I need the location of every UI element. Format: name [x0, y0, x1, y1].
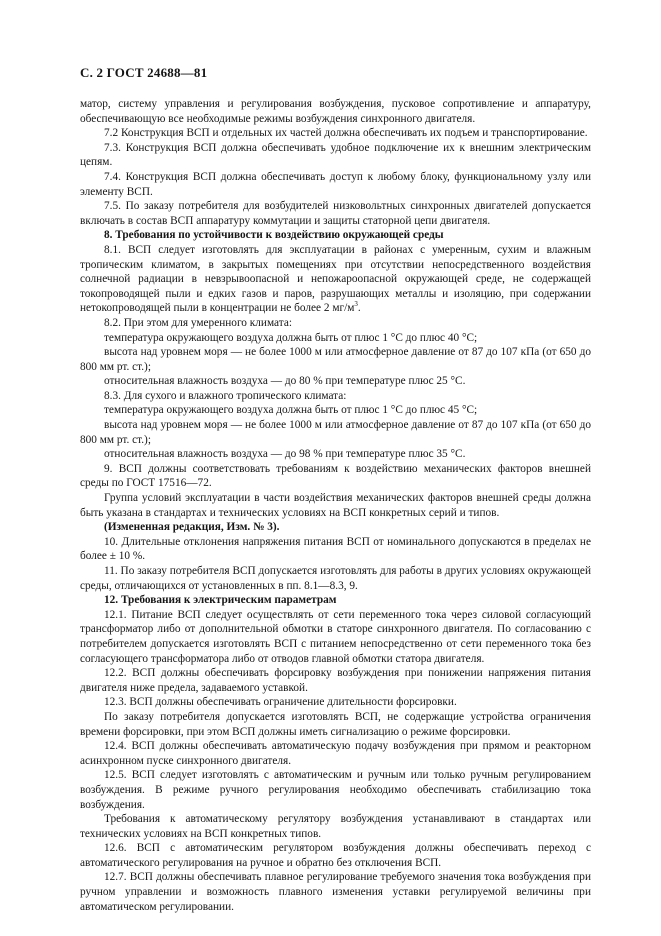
paragraph: матор, систему управления и регулирования возбуждения, пусковое сопротивление и аппаратуру, обеспечивающую все необходимые режимы возбуждения синхронного двигателя.	[80, 98, 591, 125]
paragraph: температура окружающего воздуха должна быть от плюс 1 °С до плюс 45 °С;	[104, 404, 478, 417]
paragraph: 12.6. ВСП с автоматическим регулятором возбуждения должны обеспечивать переход с автоматического регулирования на ручное и обратно без отключения ВСП.	[80, 842, 591, 869]
section-heading: 8. Требования по устойчивости к воздействию окружающей среды	[104, 229, 444, 242]
paragraph	[80, 243, 591, 316]
paragraph: температура окружающего воздуха должна быть от плюс 1 °С до плюс 40 °С;	[104, 331, 478, 344]
paragraph: По заказу потребителя допускается изготовлять ВСП, не содержащие устройства ограничения времени форсировки, при этом ВСП должны иметь сигнализацию о режиме форсировки.	[80, 710, 591, 738]
paragraph: 7.3. Конструкция ВСП должна обеспечивать удобное подключение их к внешним электрическим цепям.	[80, 141, 591, 169]
page-header: С. 2 ГОСТ 24688—81	[80, 65, 208, 80]
paragraph: 11. По заказу потребителя ВСП допускается изготовлять для работы в других условиях окружающей среды, отличающихся от установленных в пп. 8.1—8.3, 9.	[80, 565, 591, 592]
paragraph: относительная влажность воздуха — до 98 % при температуре плюс 35 °С.	[104, 448, 466, 461]
paragraph: 12.3. ВСП должны обеспечивать ограничение длительности форсировки.	[104, 696, 457, 709]
paragraph: 9. ВСП должны соответствовать требованиям к воздействию механических факторов внешней среды по ГОСТ 17516—72.	[80, 462, 591, 490]
document-body	[80, 97, 591, 914]
paragraph: 12.2. ВСП должны обеспечивать форсировку возбуждения при понижении напряжения питания двигателя ниже предела, задаваемого уставкой.	[80, 667, 591, 694]
paragraph: 7.4. Конструкция ВСП должна обеспечивать доступ к любому блоку, функциональному узлу или элементу ВСП.	[80, 170, 591, 198]
paragraph: 8.2. При этом для умеренного климата:	[104, 316, 292, 329]
section-heading: 12. Требования к электрическим параметрам	[104, 594, 337, 607]
paragraph: относительная влажность воздуха — до 80 % при температуре плюс 25 °С.	[104, 375, 466, 388]
paragraph: 10. Длительные отклонения напряжения питания ВСП от номинального допускаются в пределах не более ± 10 %.	[80, 535, 591, 563]
paragraph: 12.7. ВСП должны обеспечивать плавное регулирование требуемого значения тока возбуждения при ручном управлении и возможность плавного изменения уставки регулируемой величины при автоматическом регулировании.	[80, 871, 591, 913]
paragraph: 8.3. Для сухого и влажного тропического климата:	[104, 389, 347, 402]
paragraph: 7.5. По заказу потребителя для возбудителей низковольтных синхронных двигателей допускается включать в состав ВСП аппаратуру коммутации и защиты статорной цепи двигателя.	[80, 200, 591, 227]
paragraph-text: 8.1. ВСП следует изготовлять для эксплуатации в районах с умеренным, сухим и влажным тропическим климатом, в закрытых помещениях при отсутствии непосредственного воздействия солнечной радиации в невзрывоопасной и непожароопасной окружающей среде, не содержащей токопроводящей пыли и едких газов и паров, разрушающих металлы и изоляцию, при содержании нетокопроводящей пыли в концентрации не более 2 мг/м	[80, 243, 591, 315]
period: .	[357, 302, 361, 315]
paragraph: Группа условий эксплуатации в части воздействия механических факторов внешней среды должна быть указана в стандартах и технических условиях на ВСП конкретных серий и типов.	[80, 492, 591, 519]
paragraph: высота над уровнем моря — не более 1000 м или атмосферное давление от 87 до 107 кПа (от 650 до 800 мм рт. ст.);	[80, 346, 591, 373]
paragraph: 12.4. ВСП должны обеспечивать автоматическую подачу возбуждения при прямом и реакторном асинхронном пуске синхронного двигателя.	[80, 740, 591, 767]
superscript: 3	[354, 300, 358, 309]
paragraph: 12.5. ВСП следует изготовлять с автоматическим и ручным или только ручным регулированием возбуждения. В режиме ручного регулирования необходимо обеспечивать стабилизацию тока возбуждения.	[80, 769, 591, 811]
amendment-note: (Измененная редакция, Изм. № 3).	[104, 521, 280, 534]
paragraph: 12.1. Питание ВСП следует осуществлять от сети переменного тока через силовой согласующий трансформатор либо от дополнительной обмотки в статоре синхронного двигателя. По согласованию с потребителем допускается изготовлять ВСП с питанием непосредственно от сети переменного тока без согласующего трансформатора либо от отводов главной обмотки статора двигателя.	[80, 608, 591, 665]
paragraph: 7.2 Конструкция ВСП и отдельных их частей должна обеспечивать их подъем и транспортирование.	[104, 127, 588, 140]
paragraph: Требования к автоматическому регулятору возбуждения устанавливают в стандартах или технических условиях на ВСП конкретных типов.	[80, 813, 591, 840]
paragraph: высота над уровнем моря — не более 1000 м или атмосферное давление от 87 до 107 кПа (от 650 до 800 мм рт. ст.);	[80, 419, 591, 446]
